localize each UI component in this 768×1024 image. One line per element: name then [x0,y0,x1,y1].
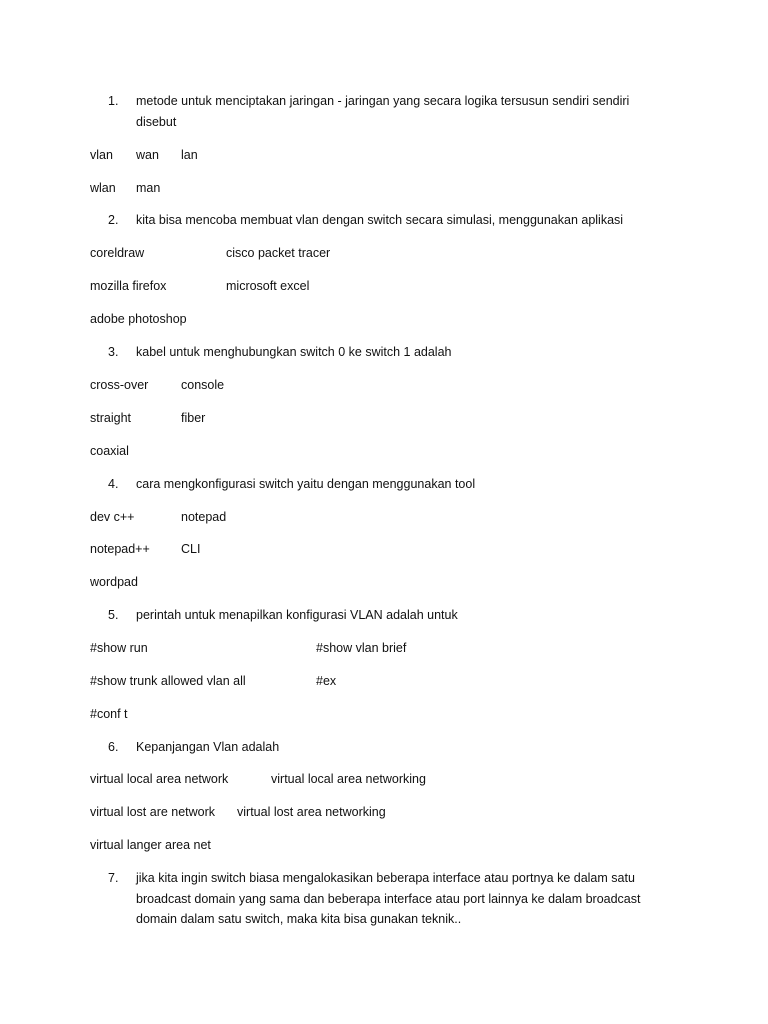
question-3 [108,342,668,363]
option-a: coreldraw [90,246,145,260]
question-number: 7. [108,871,119,885]
option-d: wlan [90,181,116,195]
question-7 [108,868,668,930]
question-number: 3. [108,345,119,359]
option-e: wordpad [90,575,138,589]
question-number: 4. [108,477,119,491]
option-c: straight [90,411,131,425]
option-d: virtual lost area networking [237,805,386,819]
question-text: perintah untuk menapilkan konfigurasi VLAN adalah untuk [136,608,458,622]
question-number: 6. [108,740,119,754]
question-6 [108,737,668,758]
question-4 [108,474,668,495]
option-e: virtual langer area net [90,838,211,852]
question-text: metode untuk menciptakan jaringan - jaringan yang secara logika tersusun sendiri sendiri disebut [136,94,630,129]
option-b: wan [136,148,159,162]
option-d: microsoft excel [226,279,310,293]
question-number: 5. [108,608,119,622]
option-e: coaxial [90,444,129,458]
question-number: 2. [108,213,119,227]
question-text: cara mengkonfigurasi switch yaitu dengan menggunakan tool [136,477,476,491]
option-b: notepad [181,510,227,524]
question-2 [108,210,668,231]
question-text: kabel untuk menghubungkan switch 0 ke switch 1 adalah [136,345,452,359]
option-a: cross-over [90,378,149,392]
question-text: Kepanjangan Vlan adalah [136,740,280,754]
option-e: adobe photoshop [90,312,187,326]
option-c: virtual lost are network [90,805,216,819]
option-c: #show trunk allowed vlan all [90,674,246,688]
question-5 [108,605,668,626]
option-b: cisco packet tracer [226,246,331,260]
question-1 [108,91,668,132]
question-number: 1. [108,94,119,108]
option-c: notepad++ [90,542,150,556]
option-a: vlan [90,148,113,162]
option-e: #conf t [90,707,128,721]
option-b: virtual local area networking [271,772,426,786]
question-text: kita bisa mencoba membuat vlan dengan switch secara simulasi, menggunakan aplikasi [136,213,624,227]
option-a: virtual local area network [90,772,229,786]
option-c: mozilla firefox [90,279,167,293]
option-b: console [181,378,225,392]
option-c: lan [181,148,198,162]
option-d: CLI [181,542,201,556]
option-b: #show vlan brief [316,641,407,655]
option-e: man [136,181,161,195]
option-d: fiber [181,411,206,425]
option-d: #ex [316,674,337,688]
option-a: dev c++ [90,510,135,524]
question-text: jika kita ingin switch biasa mengalokasikan beberapa interface atau portnya ke dalam satu broadcast domain yang sama dan beberapa interface atau port lainnya ke dalam broadcast domain dalam satu switch, maka kita bisa gunakan teknik.. [136,871,641,926]
option-a: #show run [90,641,148,655]
